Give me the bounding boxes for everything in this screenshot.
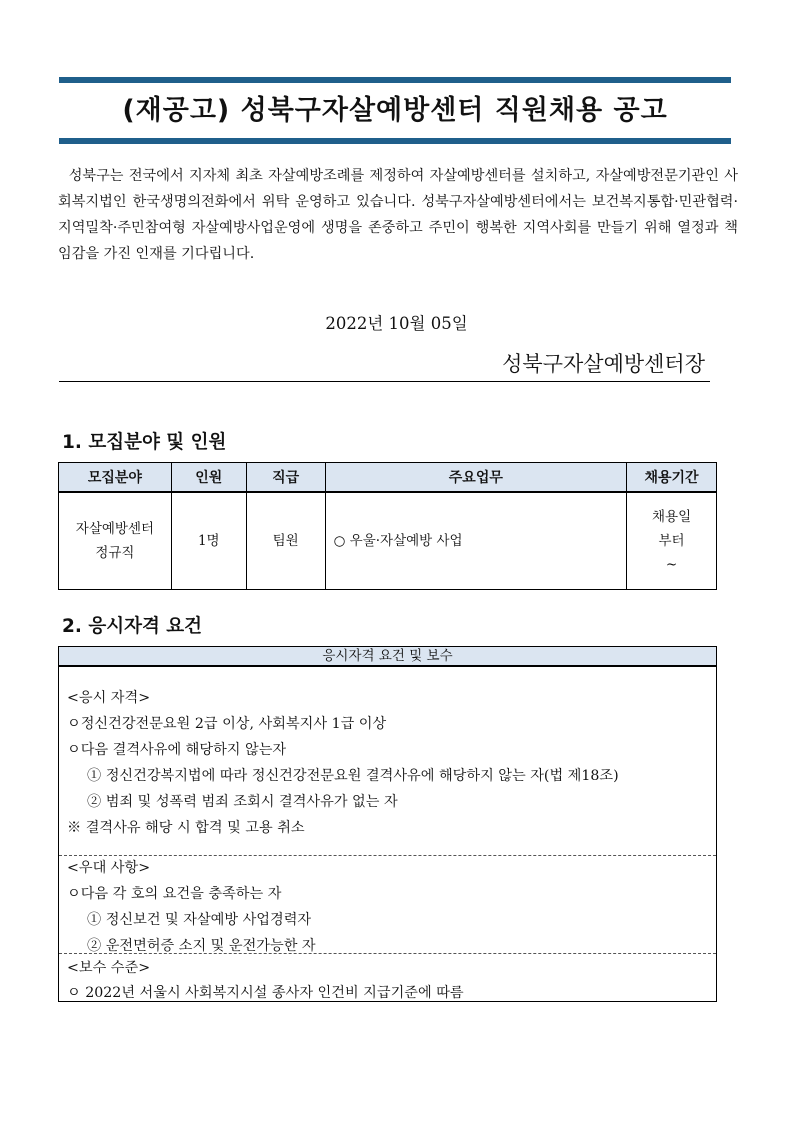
intro-paragraph bbox=[58, 163, 738, 267]
recruitment-table bbox=[58, 462, 717, 590]
table-row bbox=[59, 492, 717, 590]
qual-line: ㅇ다음 각 호의 요건을 충족하는 자 bbox=[67, 886, 282, 902]
cell-period bbox=[627, 492, 717, 590]
period-line1: 채용일 bbox=[651, 509, 692, 525]
section1-heading: 1. 모집분야 및 인원 bbox=[62, 432, 227, 453]
page-title: (재공고) 성북구자살예방센터 직원채용 공고 bbox=[122, 95, 668, 126]
header-count: 인원 bbox=[171, 463, 246, 493]
cell-duty: ○ 우울·자살예방 사업 bbox=[325, 492, 627, 590]
signature-line bbox=[59, 381, 710, 382]
qual-line: <보수 수준> bbox=[67, 960, 151, 976]
qual-line: ㅇ 2022년 서울시 사회복지시설 종사자 인건비 지급기준에 따름 bbox=[67, 985, 464, 1001]
cell-field bbox=[59, 492, 172, 590]
qualification-header-rule bbox=[59, 666, 716, 667]
field-line2: 정규직 bbox=[95, 545, 135, 561]
qual-line: ※ 결격사유 해당 시 합격 및 고용 취소 bbox=[67, 820, 305, 836]
qualification-box-title: 응시자격 요건 및 보수 bbox=[59, 647, 716, 666]
intro-text: 성북구는 전국에서 지자체 최초 자살예방조례를 제정하여 자살예방센터를 설치하고, 자살예방전문기관인 사회복지법인 한국생명의전화에서 위탁 운영하고 있습니다. 성북구자살예방센터에서는 보건복지통합·민관협력·지역밀착·주민참여형 자살예방사업운영에 생명을 존중하고 주민이 행복한 지역사회를 만들기 위해 열정과 책임감을 가진 인재를 기다립니다. bbox=[58, 168, 738, 262]
recruitment-header-row bbox=[59, 463, 717, 493]
qual-line: <응시 자격> bbox=[67, 690, 151, 706]
top-accent-bar bbox=[59, 77, 731, 83]
section2-heading: 2. 응시자격 요건 bbox=[62, 616, 203, 637]
qual-line: ① 정신보건 및 자살예방 사업경력자 bbox=[87, 912, 312, 928]
qual-line: <우대 사항> bbox=[67, 860, 151, 876]
period-line3: ~ bbox=[665, 557, 678, 573]
header-field: 모집분야 bbox=[59, 463, 172, 493]
qual-line: ② 운전면허증 소지 및 운전가능한 자 bbox=[87, 938, 316, 954]
header-rank: 직급 bbox=[246, 463, 325, 493]
cell-count: 1명 bbox=[171, 492, 246, 590]
dashed-divider bbox=[59, 953, 716, 954]
dashed-divider bbox=[59, 855, 716, 856]
header-duty: 주요업무 bbox=[325, 463, 627, 493]
field-line1: 자살예방센터 bbox=[75, 521, 155, 537]
header-period: 채용기간 bbox=[627, 463, 717, 493]
qual-line: ① 정신건강복지법에 따라 정신건강전문요원 결격사유에 해당하지 않는 자(법 제18조) bbox=[87, 768, 619, 784]
signer-name: 성북구자살예방센터장 bbox=[502, 352, 705, 376]
qual-line: ㅇ다음 결격사유에 해당하지 않는자 bbox=[67, 742, 287, 758]
title-underline-bar bbox=[59, 138, 731, 144]
qual-line: ㅇ정신건강전문요원 2급 이상, 사회복지사 1급 이상 bbox=[67, 716, 387, 732]
announcement-date: 2022년 10월 05일 bbox=[325, 314, 468, 333]
qual-line: ② 범죄 및 성폭력 범죄 조회시 결격사유가 없는 자 bbox=[87, 794, 398, 810]
qualification-box bbox=[58, 646, 717, 1002]
cell-rank: 팀원 bbox=[246, 492, 325, 590]
period-line2: 부터 bbox=[658, 533, 685, 549]
